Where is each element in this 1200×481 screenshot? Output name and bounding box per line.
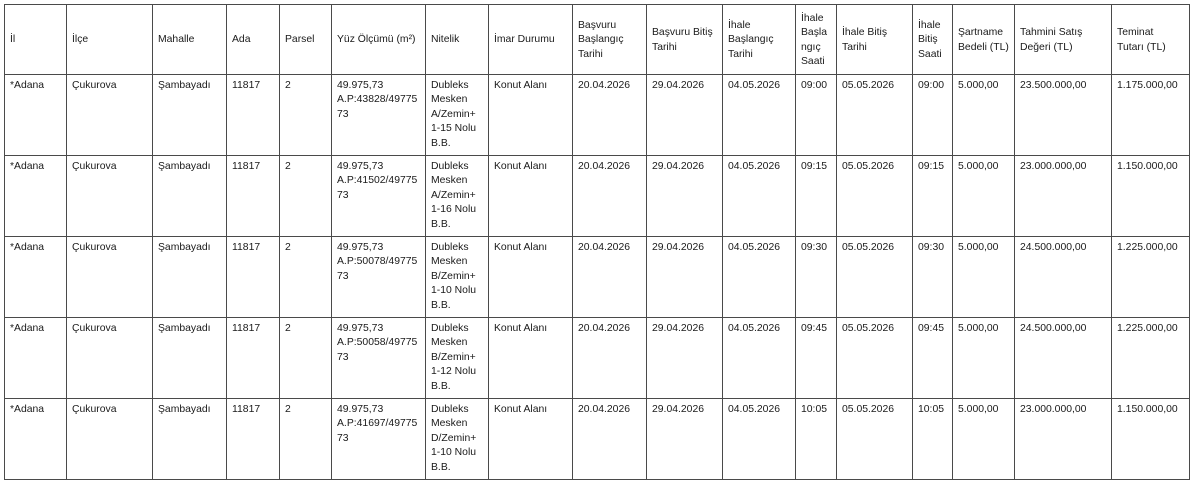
header-ihale-baslangic: İhale Başlangıç Tarihi <box>723 5 796 75</box>
table-row <box>5 318 1190 399</box>
table-row <box>5 156 1190 237</box>
cell-ada: 11817 <box>227 318 280 399</box>
cell-basvuru-baslangic: 20.04.2026 <box>573 318 647 399</box>
cell-imar: Konut Alanı <box>489 237 573 318</box>
cell-nitelik: Dubleks Mesken D/Zemin+ 1-10 Nolu B.B. <box>426 399 489 480</box>
cell-basvuru-bitis: 29.04.2026 <box>647 399 723 480</box>
cell-basvuru-bitis: 29.04.2026 <box>647 318 723 399</box>
cell-ihale-baslangic: 04.05.2026 <box>723 75 796 156</box>
cell-sartname: 5.000,00 <box>953 237 1015 318</box>
cell-ihale-baslangic: 04.05.2026 <box>723 399 796 480</box>
header-yuzolcumu: Yüz Ölçümü (m²) <box>332 5 426 75</box>
cell-ihale-bitis: 05.05.2026 <box>837 75 913 156</box>
header-basvuru-bitis: Başvuru Bitiş Tarihi <box>647 5 723 75</box>
header-nitelik: Nitelik <box>426 5 489 75</box>
cell-imar: Konut Alanı <box>489 156 573 237</box>
header-parsel: Parsel <box>280 5 332 75</box>
cell-sartname: 5.000,00 <box>953 318 1015 399</box>
cell-ihale-bitis: 05.05.2026 <box>837 237 913 318</box>
cell-ihale-baslangic-saati: 10:05 <box>796 399 837 480</box>
cell-ihale-baslangic-saati: 09:00 <box>796 75 837 156</box>
table-row <box>5 399 1190 480</box>
cell-ada: 11817 <box>227 237 280 318</box>
cell-ihale-baslangic-saati: 09:15 <box>796 156 837 237</box>
cell-basvuru-baslangic: 20.04.2026 <box>573 156 647 237</box>
cell-il: *Adana <box>5 399 67 480</box>
cell-teminat: 1.150.000,00 <box>1112 156 1190 237</box>
cell-ihale-bitis-saati: 09:45 <box>913 318 953 399</box>
header-row <box>5 5 1190 75</box>
cell-ilce: Çukurova <box>67 399 153 480</box>
header-sartname-bedeli: Şartname Bedeli (TL) <box>953 5 1015 75</box>
cell-ihale-baslangic-saati: 09:45 <box>796 318 837 399</box>
cell-mahalle: Şambayadı <box>153 156 227 237</box>
cell-imar: Konut Alanı <box>489 318 573 399</box>
cell-parsel: 2 <box>280 399 332 480</box>
table-row <box>5 75 1190 156</box>
cell-sartname: 5.000,00 <box>953 75 1015 156</box>
cell-tahmini: 24.500.000,00 <box>1015 318 1112 399</box>
cell-ilce: Çukurova <box>67 156 153 237</box>
table-body <box>5 75 1190 480</box>
auction-table <box>4 4 1190 480</box>
cell-teminat: 1.150.000,00 <box>1112 399 1190 480</box>
cell-ihale-bitis-saati: 10:05 <box>913 399 953 480</box>
cell-teminat: 1.175.000,00 <box>1112 75 1190 156</box>
cell-yuzolcumu: 49.975,73 A.P:41502/49775 73 <box>332 156 426 237</box>
cell-basvuru-baslangic: 20.04.2026 <box>573 75 647 156</box>
header-ihale-baslangic-saati: İhale Başla ngıç Saati <box>796 5 837 75</box>
cell-ihale-bitis-saati: 09:00 <box>913 75 953 156</box>
cell-ilce: Çukurova <box>67 75 153 156</box>
cell-nitelik: Dubleks Mesken B/Zemin+ 1-12 Nolu B.B. <box>426 318 489 399</box>
cell-ilce: Çukurova <box>67 237 153 318</box>
header-ada: Ada <box>227 5 280 75</box>
cell-ihale-bitis-saati: 09:30 <box>913 237 953 318</box>
table-row <box>5 237 1190 318</box>
header-ihale-bitis: İhale Bitiş Tarihi <box>837 5 913 75</box>
cell-il: *Adana <box>5 237 67 318</box>
header-basvuru-baslangic: Başvuru Başlangıç Tarihi <box>573 5 647 75</box>
cell-ada: 11817 <box>227 156 280 237</box>
cell-ihale-bitis: 05.05.2026 <box>837 399 913 480</box>
cell-parsel: 2 <box>280 318 332 399</box>
cell-ihale-baslangic-saati: 09:30 <box>796 237 837 318</box>
cell-mahalle: Şambayadı <box>153 399 227 480</box>
cell-il: *Adana <box>5 75 67 156</box>
header-tahmini-satis: Tahmini Satış Değeri (TL) <box>1015 5 1112 75</box>
cell-ihale-bitis-saati: 09:15 <box>913 156 953 237</box>
cell-basvuru-baslangic: 20.04.2026 <box>573 399 647 480</box>
cell-tahmini: 24.500.000,00 <box>1015 237 1112 318</box>
cell-il: *Adana <box>5 318 67 399</box>
cell-nitelik: Dubleks Mesken A/Zemin+ 1-16 Nolu B.B. <box>426 156 489 237</box>
cell-mahalle: Şambayadı <box>153 237 227 318</box>
cell-nitelik: Dubleks Mesken B/Zemin+ 1-10 Nolu B.B. <box>426 237 489 318</box>
cell-basvuru-bitis: 29.04.2026 <box>647 75 723 156</box>
cell-parsel: 2 <box>280 156 332 237</box>
cell-teminat: 1.225.000,00 <box>1112 318 1190 399</box>
cell-ihale-baslangic: 04.05.2026 <box>723 237 796 318</box>
cell-ada: 11817 <box>227 399 280 480</box>
cell-tahmini: 23.000.000,00 <box>1015 399 1112 480</box>
cell-ihale-baslangic: 04.05.2026 <box>723 156 796 237</box>
header-ilce: İlçe <box>67 5 153 75</box>
cell-parsel: 2 <box>280 237 332 318</box>
header-teminat-tutari: Teminat Tutarı (TL) <box>1112 5 1190 75</box>
cell-parsel: 2 <box>280 75 332 156</box>
cell-basvuru-bitis: 29.04.2026 <box>647 237 723 318</box>
cell-ihale-bitis: 05.05.2026 <box>837 318 913 399</box>
cell-imar: Konut Alanı <box>489 75 573 156</box>
cell-yuzolcumu: 49.975,73 A.P:50058/49775 73 <box>332 318 426 399</box>
cell-mahalle: Şambayadı <box>153 318 227 399</box>
cell-yuzolcumu: 49.975,73 A.P:50078/49775 73 <box>332 237 426 318</box>
cell-il: *Adana <box>5 156 67 237</box>
cell-tahmini: 23.000.000,00 <box>1015 156 1112 237</box>
cell-basvuru-bitis: 29.04.2026 <box>647 156 723 237</box>
cell-mahalle: Şambayadı <box>153 75 227 156</box>
cell-nitelik: Dubleks Mesken A/Zemin+ 1-15 Nolu B.B. <box>426 75 489 156</box>
table-header <box>5 5 1190 75</box>
cell-ihale-bitis: 05.05.2026 <box>837 156 913 237</box>
cell-ada: 11817 <box>227 75 280 156</box>
header-imar-durumu: İmar Durumu <box>489 5 573 75</box>
header-ihale-bitis-saati: İhale Bitiş Saati <box>913 5 953 75</box>
header-mahalle: Mahalle <box>153 5 227 75</box>
cell-sartname: 5.000,00 <box>953 399 1015 480</box>
cell-basvuru-baslangic: 20.04.2026 <box>573 237 647 318</box>
cell-yuzolcumu: 49.975,73 A.P:43828/49775 73 <box>332 75 426 156</box>
cell-sartname: 5.000,00 <box>953 156 1015 237</box>
cell-ihale-baslangic: 04.05.2026 <box>723 318 796 399</box>
cell-yuzolcumu: 49.975,73 A.P:41697/49775 73 <box>332 399 426 480</box>
header-il: İl <box>5 5 67 75</box>
cell-teminat: 1.225.000,00 <box>1112 237 1190 318</box>
cell-ilce: Çukurova <box>67 318 153 399</box>
cell-tahmini: 23.500.000,00 <box>1015 75 1112 156</box>
cell-imar: Konut Alanı <box>489 399 573 480</box>
